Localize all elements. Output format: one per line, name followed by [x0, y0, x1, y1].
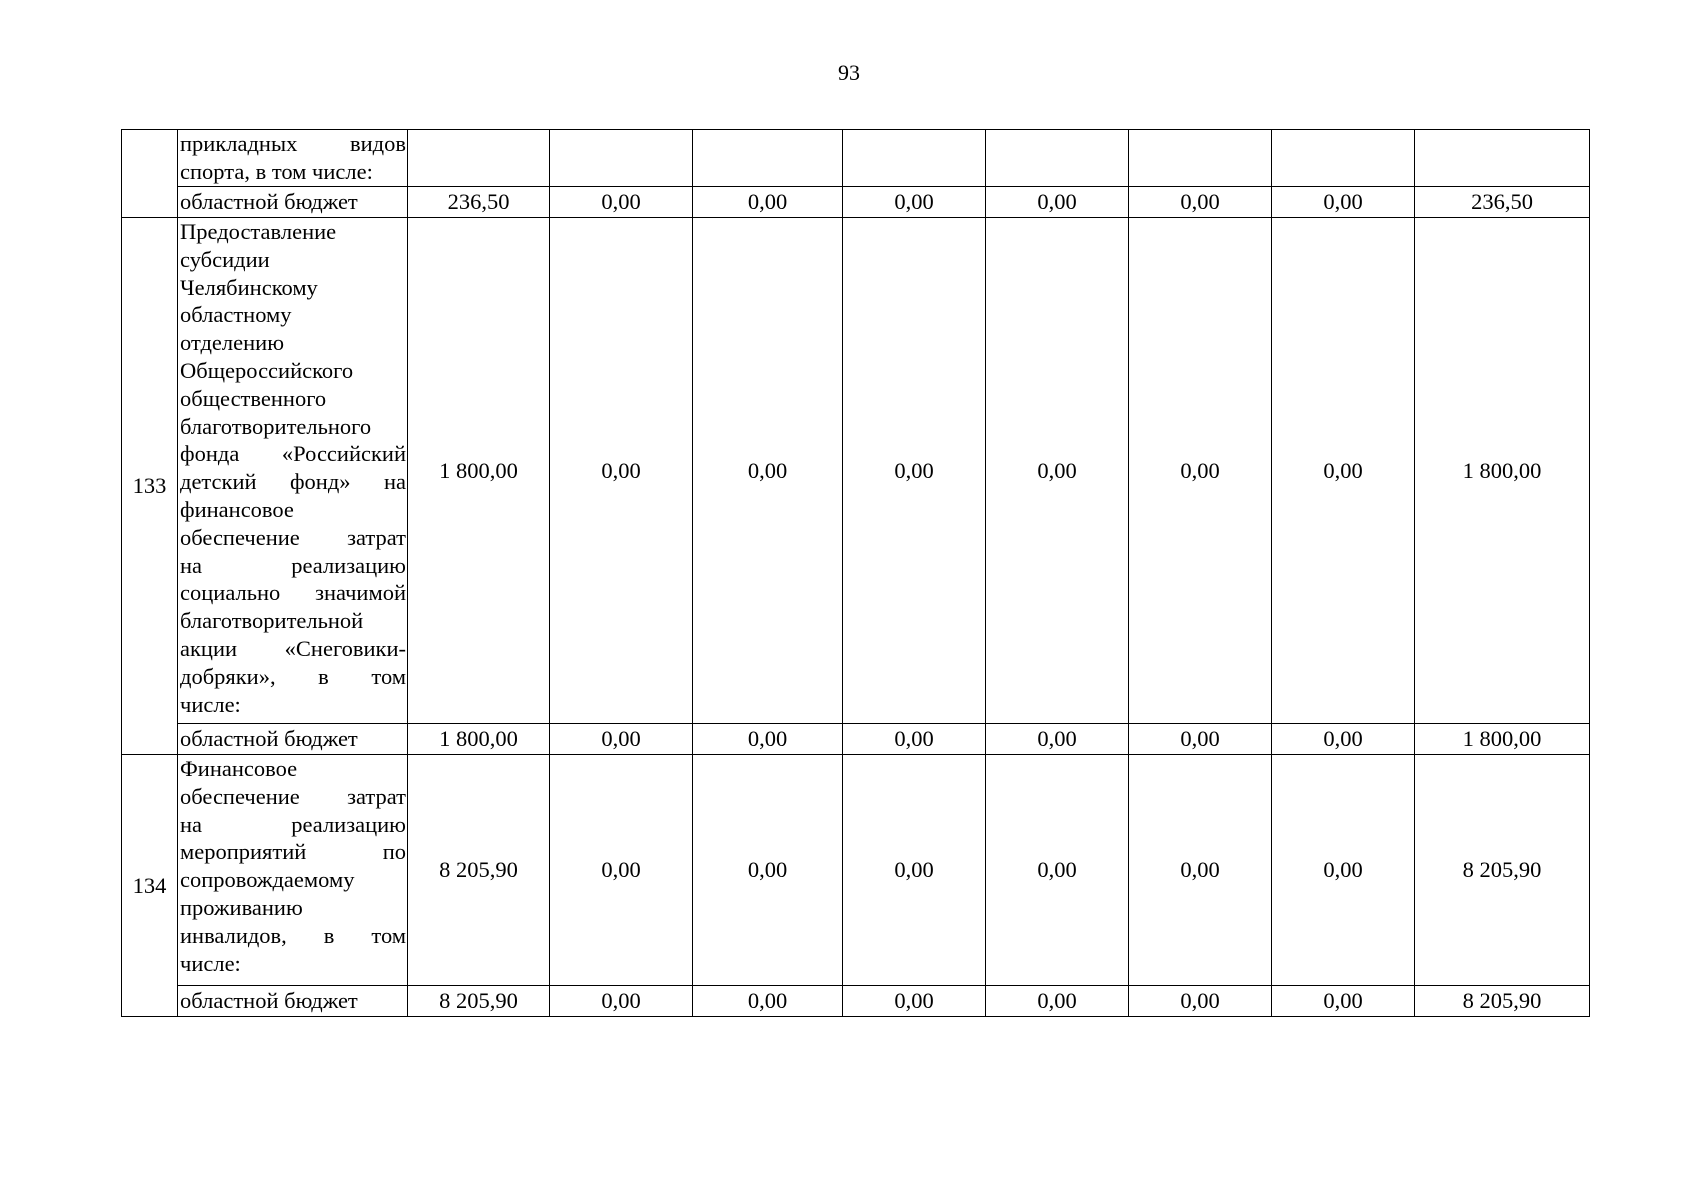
value-cell: 0,00: [986, 218, 1129, 724]
subrow-value-cell: 0,00: [843, 187, 986, 218]
description-line: инвалидов, в том: [180, 922, 406, 948]
description-line: финансовое: [180, 496, 294, 522]
description-line: общественного: [180, 385, 327, 411]
subrow-value-cell: 236,50: [1415, 187, 1590, 218]
description-line: проживанию: [180, 894, 303, 920]
subrow-value-cell: 0,00: [693, 187, 843, 218]
value-cell: 0,00: [843, 218, 986, 724]
description-line: прикладных видов: [180, 131, 406, 156]
description-line: добряки», в том: [180, 663, 406, 689]
subrow-value-cell: 0,00: [986, 986, 1129, 1017]
subrow-value-cell: 0,00: [986, 187, 1129, 218]
value-cell: 0,00: [1272, 755, 1415, 986]
budget-table: [121, 129, 1590, 1017]
description-line: Общероссийского: [180, 357, 354, 383]
value-cell: 8 205,90: [1415, 755, 1590, 986]
table-row: [122, 218, 1590, 724]
value-cell: 0,00: [1272, 218, 1415, 724]
description-line: фонда «Российский: [180, 441, 406, 467]
description-line: акции «Снеговики-: [180, 635, 406, 661]
subrow-value-cell: 0,00: [1129, 986, 1272, 1017]
value-cell: 0,00: [693, 218, 843, 724]
subrow-value-cell: 0,00: [986, 724, 1129, 755]
subrow-value-cell: 0,00: [1272, 187, 1415, 218]
subrow-value-cell: 0,00: [550, 724, 693, 755]
value-cell: [1129, 130, 1272, 187]
subrow-value-cell: 0,00: [550, 986, 693, 1017]
row-description: [178, 130, 408, 187]
value-cell: 0,00: [1129, 755, 1272, 986]
description-line: на реализацию: [180, 552, 406, 578]
value-cell: 0,00: [550, 218, 693, 724]
subrow-value-cell: 1 800,00: [408, 724, 550, 755]
row-description: [178, 755, 408, 986]
description-line: детский фонд» на: [180, 469, 406, 495]
description-line: сопровождаемому: [180, 867, 355, 893]
table-subrow: [122, 986, 1590, 1017]
value-cell: [693, 130, 843, 187]
description-line: Предоставление: [180, 219, 337, 244]
subrow-value-cell: 0,00: [843, 724, 986, 755]
description-line: Челябинскому: [180, 274, 318, 300]
table-subrow: [122, 724, 1590, 755]
subrow-value-cell: 0,00: [1272, 986, 1415, 1017]
description-line: субсидии: [180, 246, 270, 272]
value-cell: [843, 130, 986, 187]
description-line: областному: [180, 302, 292, 328]
subrow-value-cell: 1 800,00: [1415, 724, 1590, 755]
value-cell: 0,00: [693, 755, 843, 986]
description-line: Финансовое: [180, 756, 298, 781]
value-cell: 0,00: [843, 755, 986, 986]
value-cell: 0,00: [1129, 218, 1272, 724]
table-subrow: [122, 187, 1590, 218]
subrow-value-cell: 236,50: [408, 187, 550, 218]
subrow-value-cell: 0,00: [1129, 187, 1272, 218]
description-line: обеспечение затрат: [180, 524, 406, 550]
value-cell: 0,00: [550, 755, 693, 986]
description-line: спорта, в том числе:: [180, 158, 373, 184]
subrow-label: областной бюджет: [178, 187, 408, 218]
table-body: [122, 130, 1590, 1017]
subrow-value-cell: 0,00: [843, 986, 986, 1017]
value-cell: [986, 130, 1129, 187]
value-cell: [1272, 130, 1415, 187]
row-index: 133: [122, 218, 178, 755]
description-line: благотворительного: [180, 413, 372, 439]
description-line: отделению: [180, 330, 285, 356]
subrow-label: областной бюджет: [178, 724, 408, 755]
value-cell: [550, 130, 693, 187]
subrow-value-cell: 8 205,90: [1415, 986, 1590, 1017]
value-cell: 1 800,00: [408, 218, 550, 724]
description-line: на реализацию: [180, 811, 406, 837]
row-index: 134: [122, 755, 178, 1017]
value-cell: 8 205,90: [408, 755, 550, 986]
value-cell: [1415, 130, 1590, 187]
table-row: [122, 755, 1590, 986]
subrow-value-cell: 0,00: [1272, 724, 1415, 755]
subrow-label: областной бюджет: [178, 986, 408, 1017]
description-line: обеспечение затрат: [180, 783, 406, 809]
subrow-value-cell: 0,00: [693, 986, 843, 1017]
value-cell: 1 800,00: [1415, 218, 1590, 724]
page-number: 93: [838, 60, 860, 85]
table-row: [122, 130, 1590, 187]
subrow-value-cell: 0,00: [693, 724, 843, 755]
value-cell: 0,00: [986, 755, 1129, 986]
description-line: числе:: [180, 691, 241, 717]
description-line: мероприятий по: [180, 839, 406, 865]
subrow-value-cell: 8 205,90: [408, 986, 550, 1017]
row-index: [122, 130, 178, 218]
row-description: [178, 218, 408, 724]
description-line: числе:: [180, 950, 241, 976]
description-line: благотворительной: [180, 608, 364, 634]
description-line: социально значимой: [180, 580, 406, 606]
value-cell: [408, 130, 550, 187]
subrow-value-cell: 0,00: [550, 187, 693, 218]
subrow-value-cell: 0,00: [1129, 724, 1272, 755]
